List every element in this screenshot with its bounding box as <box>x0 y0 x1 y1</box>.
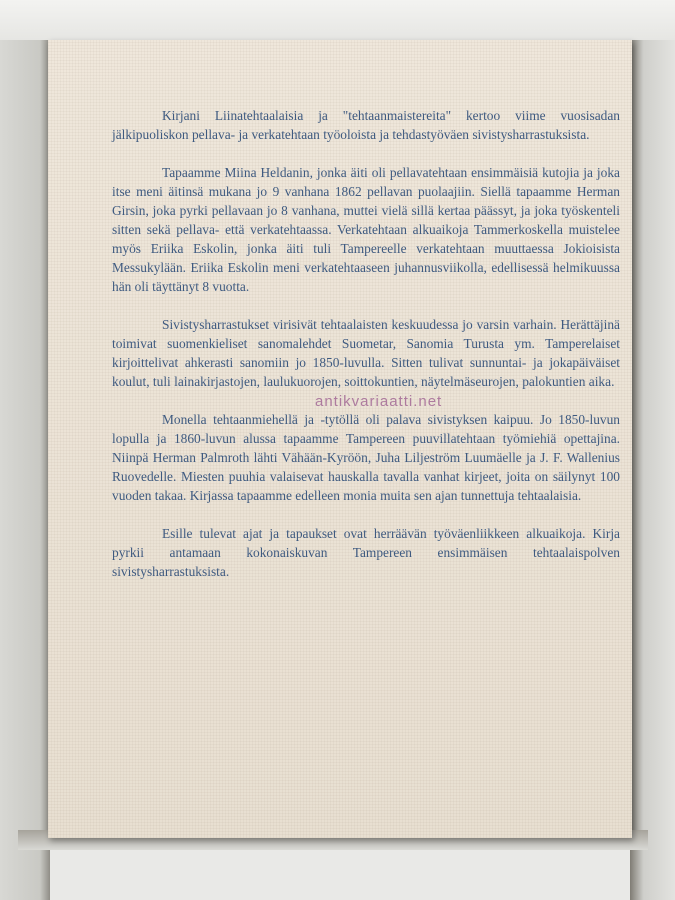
blurb-paragraph-3: Sivistysharrastukset virisivät tehtaalaisten keskuudessa jo varsin varhain. Herättäjinä toimivat suomenkieliset sanomalehdet Suometar, Sanomia Turusta ym. Tamperelaiset kirjoittelivat ahkerasti sanomiin jo 1850-luvulla. Sitten tulivat sunnuntai- ja jokapäiväiset koulut, tuli lainakirjastojen, laulukuorojen, soittokuntien, näytelmäseurojen, palokuntien aika. <box>112 317 620 389</box>
blurb-text <box>112 106 620 600</box>
photo-backdrop <box>0 0 675 40</box>
blurb-paragraph-2: Tapaamme Miina Heldanin, jonka äiti oli pellavatehtaan ensimmäisiä kutojia ja joka itse meni äitinsä mukana jo 9 vanhana 1862 pellavan puolaajiin. Siellä tapaamme Herman Girsin, joka pyrki pellavaan jo 8 vanhana, muttei vielä sillä kertaa päässyt, ja joka työskenteli sitten sekä pellava- että verkatehtaassa. Verkatehtaan alkuaikoja Tammerkoskella muistelee myös Eriika Eskolin, jonka äiti tuli Tampereelle verkatehtaan muuttaessa Jokioisista Messukylään. Eriika Eskolin meni verkatehtaaseen juhannusviikolla, edellisessä helmikuussa hän oli täyttänyt 8 vuotta. <box>112 165 620 294</box>
blurb-paragraph-4: Monella tehtaanmiehellä ja -tytöllä oli palava sivistyksen kaipuu. Jo 1850-luvun lopulla ja 1860-luvun alussa tapaamme Tampereen puuvillatehtaan työmiehiä opettajina. Niinpä Herman Palmroth lähti Vähään-Kyröön, Juha Liljeström Luumäelle ja J. F. Wallenius Ruovedelle. Miesten puuhia valaisevat hauskalla tavalla vanhat kirjeet, joita on säilynyt 100 vuoden takaa. Kirjassa tapaamme edelleen monia muita sen ajan tunnettuja tehtaalaisia. <box>112 412 620 503</box>
left-shadow <box>0 40 50 900</box>
blurb-paragraph-1: Kirjani Liinatehtaalaisia ja "tehtaanmaistereita" kertoo viime vuosisadan jälkipuoliskon pellava- ja verkatehtaan työoloista ja tehdastyöväen sivistysharrastuksista. <box>112 108 620 142</box>
blurb-paragraph-5: Esille tulevat ajat ja tapaukset ovat herräävän työväenliikkeen alkuaikoja. Kirja pyrkii antamaan kokonaiskuvan Tampereen ensimmäisen tehtaalaispolven sivistysharrastuksista. <box>112 526 620 579</box>
watermark-text: antikvariaatti.net <box>315 393 443 410</box>
right-shadow <box>630 40 675 900</box>
